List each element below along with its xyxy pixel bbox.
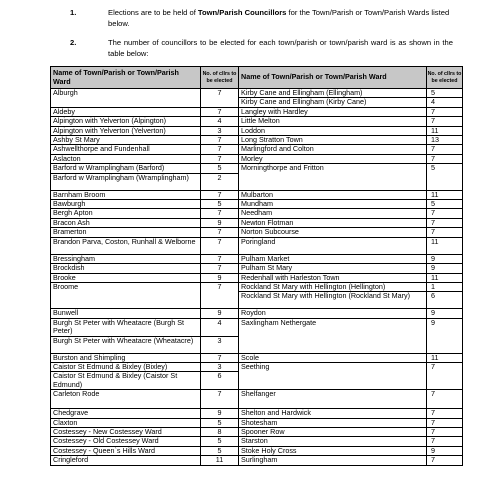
ward-count: 7 xyxy=(201,237,239,254)
table-row xyxy=(51,228,463,237)
ward-name: Newton Flotman xyxy=(239,218,427,227)
paragraph-text: The number of councillors to be elected for each town/parish or town/parish ward is as shown in the table below: xyxy=(108,38,453,58)
ward-name: Surlingham xyxy=(239,456,427,465)
ward-name: Little Melton xyxy=(239,117,427,126)
ward-count: 5 xyxy=(427,164,463,190)
ward-count: 7 xyxy=(427,228,463,237)
ward-name: Kirby Cane and Ellingham (Ellingham) xyxy=(239,89,427,98)
ward-count: 7 xyxy=(427,107,463,116)
ward-name: Scole xyxy=(239,353,427,362)
paragraph-text: Elections are to be held of Town/Parish Councillors for the Town/Parish or Town/Parish Wards listed below. xyxy=(108,8,450,28)
ward-count: 5 xyxy=(201,418,239,427)
ward-count: 7 xyxy=(201,190,239,199)
ward-count: 5 xyxy=(427,200,463,209)
ward-name: Barnham Broom xyxy=(51,190,201,199)
ward-count: 7 xyxy=(427,218,463,227)
ward-count: 7 xyxy=(201,107,239,116)
ward-count: 7 xyxy=(201,264,239,273)
ward-count: 7 xyxy=(201,282,239,308)
ward-name: Kirby Cane and Ellingham (Kirby Cane) xyxy=(239,98,427,107)
ward-name: Morningthorpe and Fritton xyxy=(239,164,427,190)
ward-name: Ashby St Mary xyxy=(51,136,201,145)
ward-name: Needham xyxy=(239,209,427,218)
table-row xyxy=(51,264,463,273)
ward-count: 9 xyxy=(427,309,463,318)
ward-count: 7 xyxy=(427,437,463,446)
ward-name: Mulbarton xyxy=(239,190,427,199)
ward-count: 7 xyxy=(201,254,239,263)
ward-name: Mundham xyxy=(239,200,427,209)
ward-count: 7 xyxy=(201,154,239,163)
ward-count: 7 xyxy=(427,145,463,154)
ward-count: 7 xyxy=(427,390,463,409)
ward-count: 9 xyxy=(427,254,463,263)
ward-name: Shotesham xyxy=(239,418,427,427)
ward-name: Alpington with Yelverton (Alpington) xyxy=(51,117,201,126)
ward-count: 7 xyxy=(427,418,463,427)
ward-name: Bressingham xyxy=(51,254,201,263)
ward-name: Marlingford and Colton xyxy=(239,145,427,154)
table-row xyxy=(51,362,463,371)
table-row xyxy=(51,282,463,291)
ward-name: Long Stratton Town xyxy=(239,136,427,145)
ward-name: Burgh St Peter with Wheatacre (Wheatacre) xyxy=(51,336,201,353)
ward-name: Bracon Ash xyxy=(51,218,201,227)
ward-count: 7 xyxy=(201,89,239,108)
ward-name: Brockdish xyxy=(51,264,201,273)
ward-count: 3 xyxy=(201,126,239,135)
ward-count: 5 xyxy=(201,437,239,446)
ward-count: 11 xyxy=(427,237,463,254)
ward-name: Bergh Apton xyxy=(51,209,201,218)
table-row xyxy=(51,390,463,409)
ward-count: 5 xyxy=(427,89,463,98)
ward-name: Loddon xyxy=(239,126,427,135)
ward-name: Ashwellthorpe and Fundenhall xyxy=(51,145,201,154)
ward-name: Saxlingham Nethergate xyxy=(239,318,427,353)
ward-count: 9 xyxy=(201,273,239,282)
ward-name: Morley xyxy=(239,154,427,163)
ward-name: Rockland St Mary with Hellington (Hellington) xyxy=(239,282,427,291)
paragraph-number: 2. xyxy=(70,38,77,47)
table-row xyxy=(51,418,463,427)
table-row xyxy=(51,254,463,263)
table-row xyxy=(51,126,463,135)
table-row xyxy=(51,437,463,446)
ward-name: Barford w Wramplingham (Wramplingham) xyxy=(51,173,201,190)
ward-name: Brandon Parva, Coston, Runhall & Welborne xyxy=(51,237,201,254)
ward-count: 11 xyxy=(201,456,239,465)
ward-name: Alburgh xyxy=(51,89,201,108)
ward-count: 9 xyxy=(427,264,463,273)
ward-count: 6 xyxy=(427,292,463,309)
ward-count: 9 xyxy=(201,309,239,318)
ward-name: Alpington with Yelverton (Yelverton) xyxy=(51,126,201,135)
ward-name: Seething xyxy=(239,362,427,389)
ward-name: Costessey - Queen`s Hills Ward xyxy=(51,446,201,455)
ward-count: 13 xyxy=(427,136,463,145)
ward-name: Norton Subcourse xyxy=(239,228,427,237)
table-row xyxy=(51,353,463,362)
ward-count: 2 xyxy=(201,173,239,190)
ward-count: 1 xyxy=(427,282,463,291)
table-row xyxy=(51,456,463,465)
ward-count: 6 xyxy=(201,372,239,390)
ward-count: 9 xyxy=(201,409,239,418)
ward-name: Carleton Rode xyxy=(51,390,201,409)
table-row xyxy=(51,154,463,163)
table-row xyxy=(51,136,463,145)
header-count-left: No. of cllrs to be elected xyxy=(201,67,239,89)
ward-name: Brooke xyxy=(51,273,201,282)
ward-count: 11 xyxy=(427,190,463,199)
header-name-right: Name of Town/Parish or Town/Parish Ward xyxy=(239,67,427,89)
table-row xyxy=(51,145,463,154)
table-row xyxy=(51,237,463,254)
table-row xyxy=(51,164,463,173)
ward-name: Redenhall with Harleston Town xyxy=(239,273,427,282)
ward-count: 7 xyxy=(427,409,463,418)
table-row xyxy=(51,117,463,126)
ward-count: 7 xyxy=(201,209,239,218)
ward-count: 9 xyxy=(427,446,463,455)
table-row xyxy=(51,190,463,199)
ward-count: 3 xyxy=(201,336,239,353)
ward-name: Chedgrave xyxy=(51,409,201,418)
ward-count: 5 xyxy=(201,200,239,209)
ward-name: Roydon xyxy=(239,309,427,318)
ward-name: Costessey - Old Costessey Ward xyxy=(51,437,201,446)
ward-count: 7 xyxy=(427,362,463,389)
ward-count: 4 xyxy=(201,318,239,336)
ward-count: 7 xyxy=(427,154,463,163)
ward-name: Rockland St Mary with Hellington (Rockland St Mary) xyxy=(239,292,427,309)
table-row xyxy=(51,89,463,98)
ward-count: 7 xyxy=(427,117,463,126)
ward-name: Pulham St Mary xyxy=(239,264,427,273)
ward-name: Bawburgh xyxy=(51,200,201,209)
ward-name: Starston xyxy=(239,437,427,446)
table-row xyxy=(51,427,463,436)
ward-count: 5 xyxy=(201,164,239,173)
ward-name: Aslacton xyxy=(51,154,201,163)
header-name-left: Name of Town/Parish or Town/Parish Ward xyxy=(51,67,201,89)
table-row xyxy=(51,318,463,336)
ward-count: 11 xyxy=(427,273,463,282)
ward-count: 4 xyxy=(201,117,239,126)
ward-name: Spooner Row xyxy=(239,427,427,436)
ward-count: 7 xyxy=(201,136,239,145)
table-row xyxy=(51,200,463,209)
ward-name: Bramerton xyxy=(51,228,201,237)
table-row xyxy=(51,409,463,418)
ward-name: Pulham Market xyxy=(239,254,427,263)
ward-count: 7 xyxy=(201,145,239,154)
ward-count: 11 xyxy=(427,353,463,362)
ward-name: Aldeby xyxy=(51,107,201,116)
ward-name: Stoke Holy Cross xyxy=(239,446,427,455)
table-row xyxy=(51,446,463,455)
table-row xyxy=(51,218,463,227)
ward-name: Costessey - New Costessey Ward xyxy=(51,427,201,436)
ward-count: 7 xyxy=(427,427,463,436)
ward-name: Langley with Hardley xyxy=(239,107,427,116)
table-row xyxy=(51,273,463,282)
ward-name: Burston and Shimpling xyxy=(51,353,201,362)
ward-count: 7 xyxy=(427,209,463,218)
ward-name: Barford w Wramplingham (Barford) xyxy=(51,164,201,173)
ward-count: 3 xyxy=(201,362,239,371)
header-count-right: No. of cllrs to be elected xyxy=(427,67,463,89)
ward-name: Shelton and Hardwick xyxy=(239,409,427,418)
ward-count: 7 xyxy=(201,390,239,409)
ward-name: Caistor St Edmund & Bixley (Caistor St Edmund) xyxy=(51,372,201,390)
table-row xyxy=(51,309,463,318)
ward-count: 5 xyxy=(201,446,239,455)
ward-name: Burgh St Peter with Wheatacre (Burgh St Peter) xyxy=(51,318,201,336)
ward-count: 4 xyxy=(427,98,463,107)
ward-name: Claxton xyxy=(51,418,201,427)
ward-name: Shelfanger xyxy=(239,390,427,409)
table-row xyxy=(51,107,463,116)
ward-count: 7 xyxy=(201,228,239,237)
councillors-table xyxy=(50,66,463,466)
ward-count: 7 xyxy=(201,353,239,362)
paragraph-number: 1. xyxy=(70,8,77,17)
ward-name: Cringleford xyxy=(51,456,201,465)
ward-name: Poringland xyxy=(239,237,427,254)
ward-count: 9 xyxy=(427,318,463,353)
table-row xyxy=(51,209,463,218)
ward-name: Bunwell xyxy=(51,309,201,318)
ward-name: Broome xyxy=(51,282,201,308)
ward-count: 8 xyxy=(201,427,239,436)
ward-count: 7 xyxy=(427,456,463,465)
table-header-row xyxy=(51,67,463,89)
ward-count: 11 xyxy=(427,126,463,135)
ward-name: Caistor St Edmund & Bixley (Bixley) xyxy=(51,362,201,371)
ward-count: 9 xyxy=(201,218,239,227)
